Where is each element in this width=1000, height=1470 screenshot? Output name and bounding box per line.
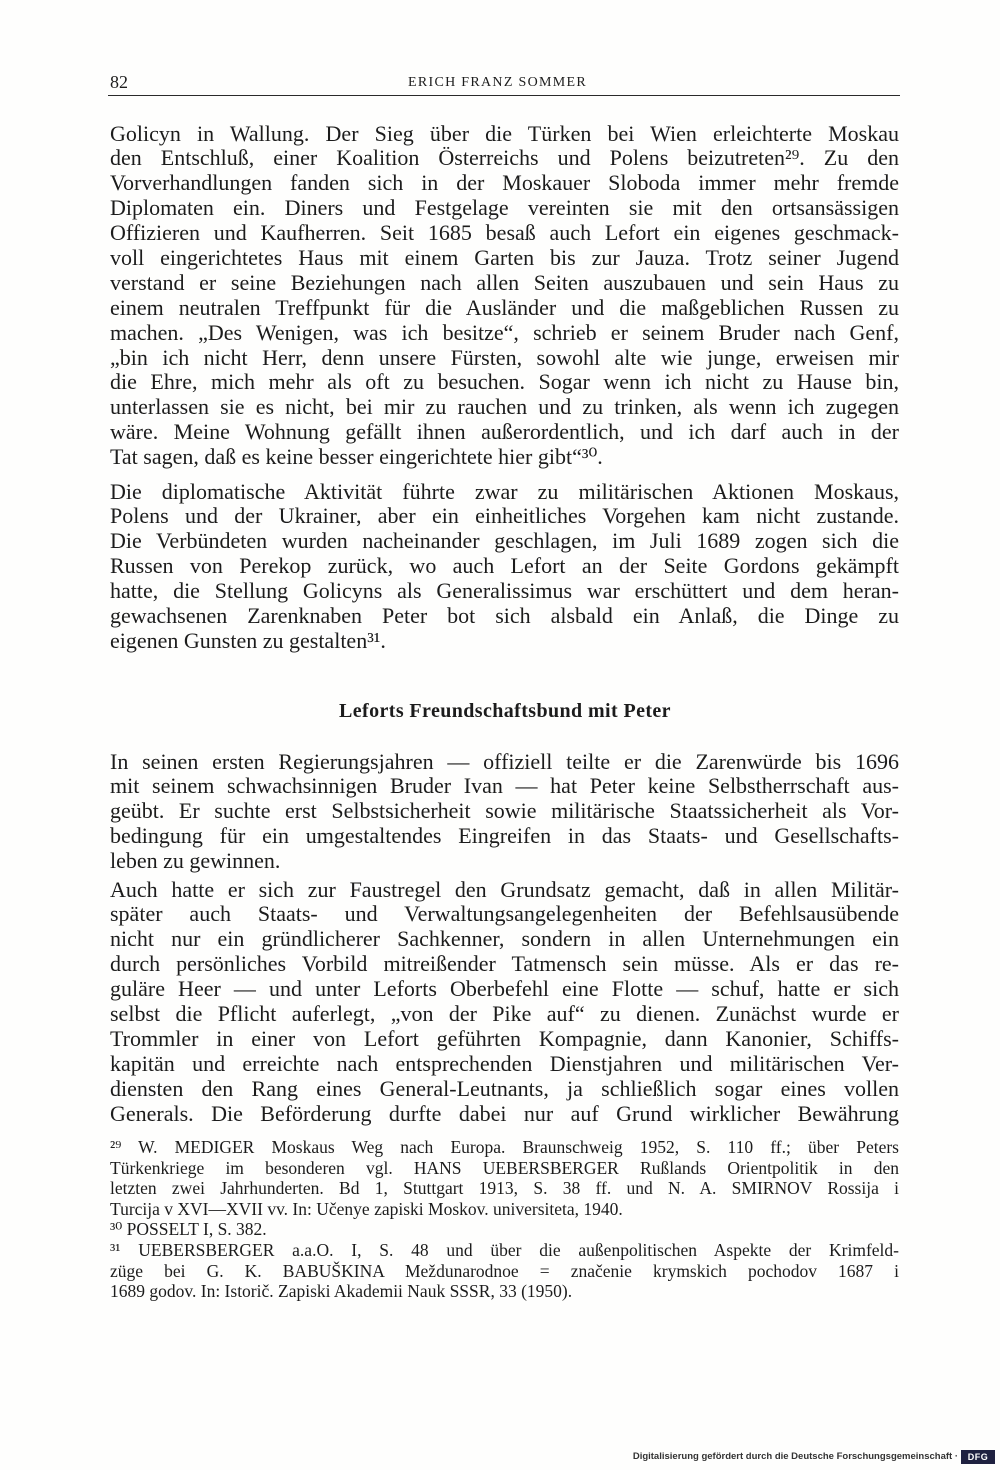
body-line: leben zu gewinnen. — [110, 848, 281, 874]
body-line: Die diplomatische Aktivität führte zwar zu militärischen Aktionen Moskaus, — [110, 478, 899, 504]
body-line: „bin ich nicht Herr, denn unsere Fürsten, sowohl alte wie junge, erweisen mir — [110, 344, 899, 370]
footnote-line: ³¹ UEBERSBERGER a.a.O. I, S. 48 und über die außenpolitischen Aspekte der Krimfeld- — [110, 1239, 899, 1260]
body-line: Auch hatte er sich zur Faustregel den Grundsatz gemacht, daß in allen Militär- — [110, 876, 899, 902]
footnote-31 — [110, 1240, 899, 1302]
body-line: später auch Staats- und Verwaltungsangelegenheiten der Befehlsausübende — [110, 901, 899, 927]
footnote-line: ²⁹ W. MEDIGER Moskaus Weg nach Europa. Braunschweig 1952, S. 110 ff.; über Peters — [110, 1137, 899, 1157]
footnote-line: züge bei G. K. BABUŠKINA Meždunarodnoe = značenie krymskich pochodov 1687 i — [110, 1260, 899, 1281]
body-line: Diplomaten ein. Diners und Festgelage vereinten sie mit den ortsansässigen — [110, 195, 899, 221]
body-line: die Ehre, mich mehr als oft zu besuchen. Sogar wenn ich nicht zu Hause bin, — [110, 369, 899, 395]
body-line: diensten den Rang eines General-Leutnants, ja schließlich sogar eines vollen — [110, 1075, 899, 1101]
body-line: Tat sagen, daß es keine besser eingerichtete hier gibt“³⁰. — [110, 444, 603, 470]
paragraph-1 — [110, 122, 899, 470]
body-line: Golicyn in Wallung. Der Sieg über die Türken bei Wien erleichterte Moskau — [110, 120, 899, 146]
footnotes — [110, 1137, 899, 1302]
body-line: gewachsenen Zarenknaben Peter bot sich alsbald ein Anlaß, die Dinge zu — [110, 602, 899, 628]
page-number: 82 — [110, 72, 128, 92]
body-line: wäre. Meine Wohnung gefällt ihnen außerordentlich, und ich darf auch in der — [110, 419, 899, 445]
digitization-credit: Digitalisierung gefördert durch die Deutsche Forschungsgemeinschaft · — [632, 1451, 958, 1462]
footnote-line: Türkenkriege im besonderen vgl. HANS UEBERSBERGER Rußlands Orientpolitik in den — [110, 1157, 899, 1178]
body-line: durch persönliches Vorbild mitreißender Tatmensch sein müsse. Als er das re- — [110, 951, 899, 977]
body-line: Polens und der Ukrainer, aber ein einheitliches Vorgehen kam nicht zustande. — [110, 503, 899, 529]
body-line: In seinen ersten Regierungsjahren — offiziell teilte er die Zarenwürde bis 1696 — [110, 748, 899, 774]
running-title: ERICH FRANZ SOMMER — [408, 75, 587, 90]
footnote-line: 1689 godov. In: Istorič. Zapiski Akademii Nauk SSSR, 33 (1950). — [110, 1281, 573, 1302]
section-heading: Leforts Freundschaftsbund mit Peter — [339, 700, 671, 722]
body-line: einem neutralen Treffpunkt für die Ausländer und die maßgeblichen Russen zu — [110, 294, 899, 320]
body-line: eigenen Gunsten zu gestalten³¹. — [110, 627, 386, 653]
body-line: kapitän und erreichte nach entsprechenden Dienstjahren und militärischen Ver- — [110, 1050, 899, 1076]
body-line: nicht nur ein gründlicherer Sachkenner, sondern in allen Unternehmungen ein — [110, 926, 899, 952]
body-line: Die Verbündeten wurden nacheinander geschlagen, im Juli 1689 zogen sich die — [110, 528, 899, 554]
body-line: verstand er seine Beziehungen nach allen Seiten auszubauen und sein Haus zu — [110, 269, 899, 295]
body-line: voll eingerichtetes Haus mit einem Garten bis zur Jauza. Trotz seiner Jugend — [110, 244, 899, 270]
body-line: geübt. Er suchte erst Selbstsicherheit sowie militärische Staatssicherheit als Vor- — [110, 798, 899, 824]
body-line: unterlassen sie es nicht, bei mir zu rauchen und zu trinken, als wenn ich zugegen — [110, 394, 899, 420]
body-line: mit seinem schwachsinnigen Bruder Ivan — hat Peter keine Selbstherrschaft aus- — [110, 773, 899, 799]
body-line: Trommler in einer von Lefort geführten Kompagnie, dann Kanonier, Schiffs- — [110, 1025, 899, 1051]
footnote-30 — [110, 1219, 899, 1240]
footnote-line: ³⁰ POSSELT I, S. 382. — [110, 1219, 267, 1240]
paragraph-2 — [110, 480, 899, 654]
body-line: Offizieren und Kaufherren. Seit 1685 besaß auch Lefort ein eigenes geschmack- — [110, 220, 899, 246]
body-line: bedingung für ein umgestaltendes Eingreifen in das Staats- und Gesellschafts- — [110, 823, 899, 849]
body-line: machen. „Des Wenigen, was ich besitze“, schrieb er seinem Bruder nach Genf, — [110, 319, 899, 345]
body-line: den Entschluß, einer Koalition Österreichs und Polens beizutreten²⁹. Zu den — [110, 145, 899, 171]
body-line: guläre Heer — und unter Leforts Oberbefehl eine Flotte — schuf, hatte er sich — [110, 976, 899, 1002]
footnote-line: Turcija v XVI—XVII vv. In: Učenye zapiski Moskov. universiteta, 1940. — [110, 1198, 623, 1219]
body-line: Generals. Die Beförderung durfte dabei nur auf Grund wirklicher Bewährung — [110, 1100, 899, 1126]
body-line: selbst die Pflicht auferlegt, „von der Pike auf“ zu dienen. Zunächst wurde er — [110, 1000, 899, 1026]
footnote-29 — [110, 1137, 899, 1219]
paragraph-3 — [110, 750, 899, 874]
body-line: Russen von Perekop zurück, wo auch Lefort an der Seite Gordons gekämpft — [110, 553, 899, 579]
footnote-line: letzten zwei Jahrhunderten. Bd 1, Stuttgart 1913, S. 38 ff. und N. A. SMIRNOV Rossija i — [110, 1178, 899, 1199]
header-rule — [108, 95, 900, 96]
body-line: Vorverhandlungen fanden sich in der Moskauer Sloboda immer mehr fremde — [110, 170, 899, 196]
dfg-logo: DFG — [961, 1450, 995, 1464]
paragraph-4 — [110, 878, 899, 1127]
body-line: hatte, die Stellung Golicyns als Generalissimus war erschüttert und dem heran- — [110, 578, 899, 604]
